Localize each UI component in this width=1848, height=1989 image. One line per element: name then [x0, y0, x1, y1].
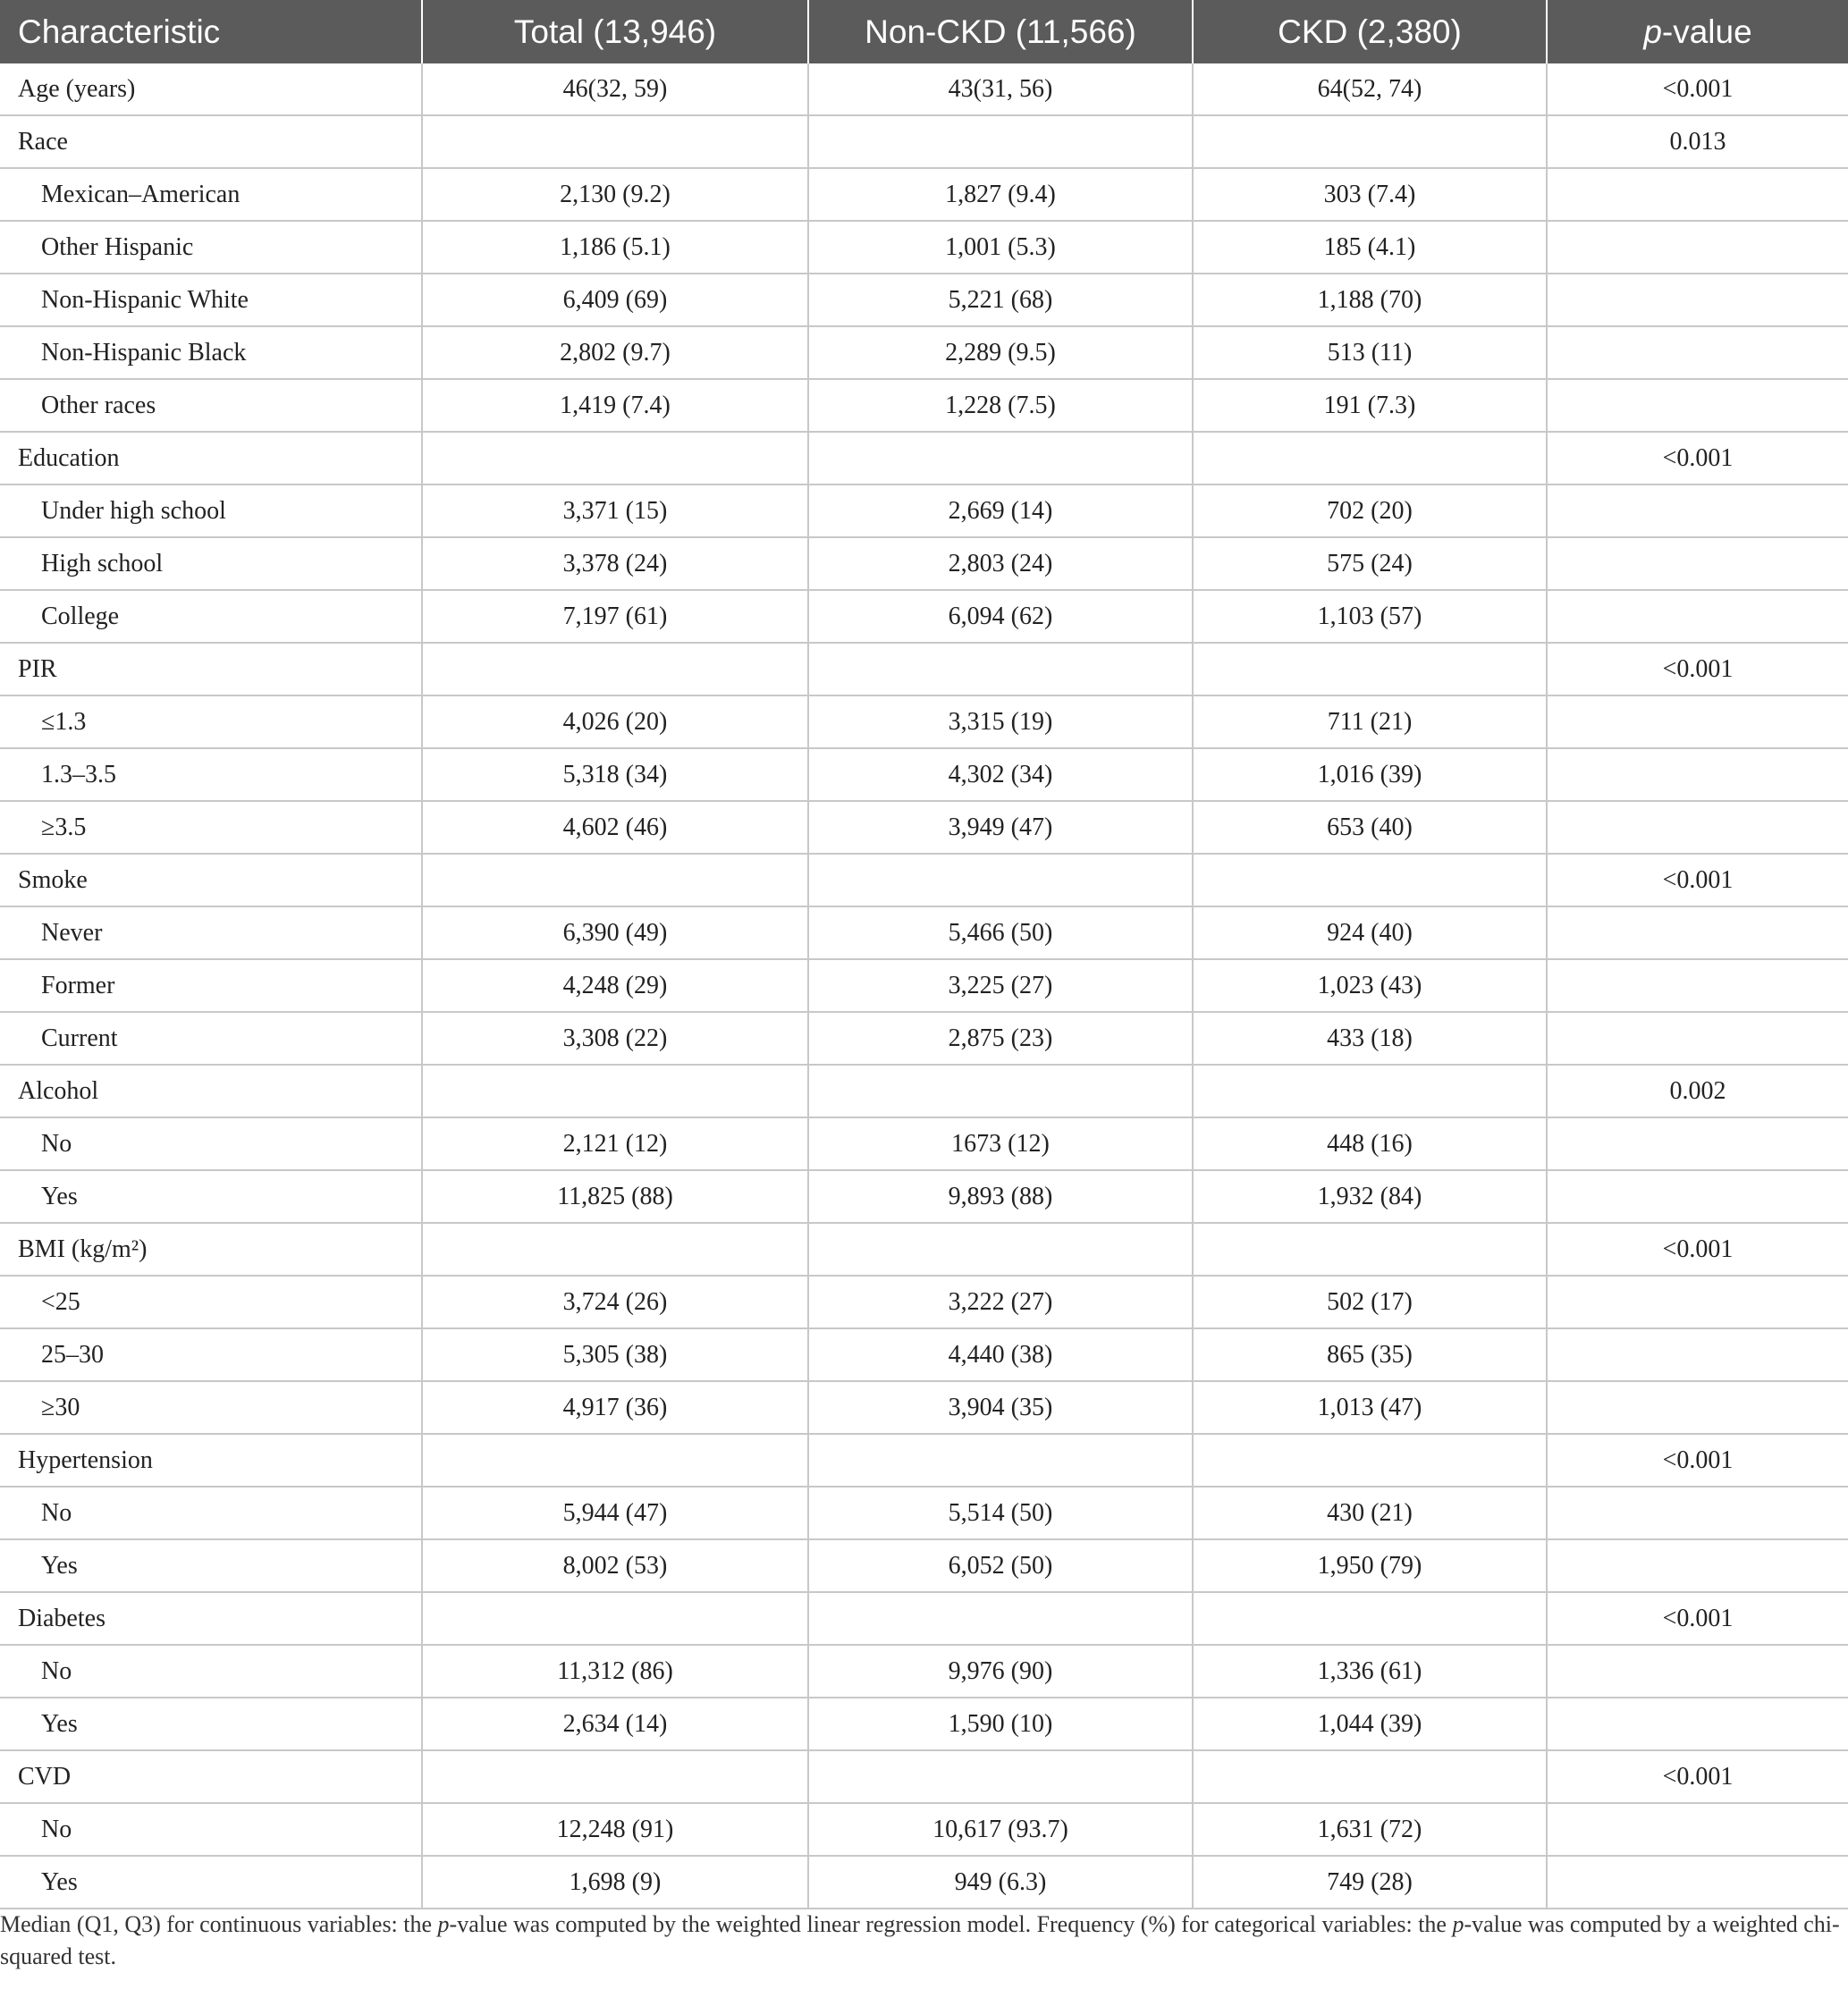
cell-characteristic: No — [0, 1487, 422, 1539]
cell-ckd: 1,013 (47) — [1193, 1381, 1547, 1434]
cell-non-ckd: 1,827 (9.4) — [808, 168, 1193, 221]
cell-p-value — [1547, 959, 1848, 1012]
cell-characteristic: Alcohol — [0, 1065, 422, 1117]
cell-non-ckd: 1,590 (10) — [808, 1698, 1193, 1750]
cell-characteristic: Mexican–American — [0, 168, 422, 221]
table-row-subcategory — [0, 1117, 1848, 1170]
cell-p-value: <0.001 — [1547, 854, 1848, 906]
cell-characteristic: Hypertension — [0, 1434, 422, 1487]
table-row-subcategory — [0, 1487, 1848, 1539]
table-row-category — [0, 1223, 1848, 1276]
cell-total: 4,917 (36) — [422, 1381, 808, 1434]
cell-total — [422, 1223, 808, 1276]
cell-characteristic: Non-Hispanic White — [0, 274, 422, 326]
cell-ckd: 1,336 (61) — [1193, 1645, 1547, 1698]
cell-p-value — [1547, 1276, 1848, 1328]
cell-characteristic: Under high school — [0, 485, 422, 537]
header-row — [0, 0, 1848, 63]
table-body — [0, 63, 1848, 1909]
cell-characteristic: Yes — [0, 1170, 422, 1223]
cell-p-value: <0.001 — [1547, 63, 1848, 115]
cell-characteristic: ≤1.3 — [0, 695, 422, 748]
table-row-subcategory — [0, 1698, 1848, 1750]
table-row-category — [0, 115, 1848, 168]
table-row-subcategory — [0, 695, 1848, 748]
cell-ckd — [1193, 854, 1547, 906]
cell-characteristic: Education — [0, 432, 422, 485]
table-row-subcategory — [0, 485, 1848, 537]
cell-characteristic: CVD — [0, 1750, 422, 1803]
cell-p-value — [1547, 326, 1848, 379]
table-row-subcategory — [0, 274, 1848, 326]
cell-total — [422, 643, 808, 695]
cell-non-ckd: 2,803 (24) — [808, 537, 1193, 590]
footnote-p-italic-1: p — [437, 1911, 450, 1937]
cell-ckd: 185 (4.1) — [1193, 221, 1547, 274]
cell-ckd: 711 (21) — [1193, 695, 1547, 748]
cell-ckd: 430 (21) — [1193, 1487, 1547, 1539]
cell-p-value — [1547, 1117, 1848, 1170]
cell-ckd: 1,932 (84) — [1193, 1170, 1547, 1223]
footnote-part3: -value was computed by a weighted chi-squared test. — [0, 1911, 1840, 1969]
table-row-subcategory — [0, 1539, 1848, 1592]
table-row-subcategory — [0, 959, 1848, 1012]
cell-characteristic: No — [0, 1803, 422, 1856]
table-row-category — [0, 1750, 1848, 1803]
cell-non-ckd: 2,669 (14) — [808, 485, 1193, 537]
footnote-p-italic-2: p — [1452, 1911, 1464, 1937]
cell-characteristic: Yes — [0, 1539, 422, 1592]
cell-p-value — [1547, 748, 1848, 801]
cell-characteristic: Other races — [0, 379, 422, 432]
table-footnote — [0, 1909, 1842, 1973]
cell-total — [422, 432, 808, 485]
cell-ckd: 448 (16) — [1193, 1117, 1547, 1170]
cell-non-ckd — [808, 1592, 1193, 1645]
cell-total: 1,698 (9) — [422, 1856, 808, 1909]
cell-total: 2,121 (12) — [422, 1117, 808, 1170]
cell-ckd — [1193, 1592, 1547, 1645]
cell-non-ckd: 4,302 (34) — [808, 748, 1193, 801]
cell-total: 7,197 (61) — [422, 590, 808, 643]
cell-characteristic: 1.3–3.5 — [0, 748, 422, 801]
cell-characteristic: College — [0, 590, 422, 643]
table-row-subcategory — [0, 1803, 1848, 1856]
cell-characteristic: BMI (kg/m²) — [0, 1223, 422, 1276]
cell-ckd: 653 (40) — [1193, 801, 1547, 854]
table-row-subcategory — [0, 1645, 1848, 1698]
cell-total — [422, 1750, 808, 1803]
cell-ckd: 1,950 (79) — [1193, 1539, 1547, 1592]
table-row-category — [0, 1065, 1848, 1117]
cell-characteristic: Never — [0, 906, 422, 959]
cell-total: 2,634 (14) — [422, 1698, 808, 1750]
table-row-subcategory — [0, 221, 1848, 274]
cell-total: 4,248 (29) — [422, 959, 808, 1012]
cell-total: 2,130 (9.2) — [422, 168, 808, 221]
cell-ckd: 865 (35) — [1193, 1328, 1547, 1381]
cell-non-ckd: 5,466 (50) — [808, 906, 1193, 959]
cell-p-value — [1547, 590, 1848, 643]
cell-ckd: 1,103 (57) — [1193, 590, 1547, 643]
cell-non-ckd: 1,001 (5.3) — [808, 221, 1193, 274]
cell-characteristic: 25–30 — [0, 1328, 422, 1381]
cell-non-ckd: 43(31, 56) — [808, 63, 1193, 115]
cell-non-ckd — [808, 1223, 1193, 1276]
cell-p-value — [1547, 1170, 1848, 1223]
header-characteristic: Characteristic — [0, 0, 422, 63]
cell-p-value — [1547, 1487, 1848, 1539]
cell-p-value — [1547, 221, 1848, 274]
cell-ckd — [1193, 1065, 1547, 1117]
cell-ckd: 1,016 (39) — [1193, 748, 1547, 801]
cell-characteristic: Former — [0, 959, 422, 1012]
cell-non-ckd: 6,094 (62) — [808, 590, 1193, 643]
cell-total — [422, 1592, 808, 1645]
cell-ckd: 575 (24) — [1193, 537, 1547, 590]
cell-total: 11,312 (86) — [422, 1645, 808, 1698]
cell-characteristic: Yes — [0, 1698, 422, 1750]
cell-ckd — [1193, 432, 1547, 485]
cell-total: 11,825 (88) — [422, 1170, 808, 1223]
cell-non-ckd: 2,875 (23) — [808, 1012, 1193, 1065]
cell-total — [422, 854, 808, 906]
cell-p-value: <0.001 — [1547, 1750, 1848, 1803]
cell-non-ckd — [808, 643, 1193, 695]
table-row-subcategory — [0, 1170, 1848, 1223]
cell-ckd: 1,188 (70) — [1193, 274, 1547, 326]
cell-ckd: 433 (18) — [1193, 1012, 1547, 1065]
cell-characteristic: No — [0, 1117, 422, 1170]
cell-non-ckd — [808, 854, 1193, 906]
cell-characteristic: Race — [0, 115, 422, 168]
cell-total: 6,409 (69) — [422, 274, 808, 326]
cell-p-value — [1547, 1012, 1848, 1065]
cell-characteristic: High school — [0, 537, 422, 590]
cell-ckd — [1193, 643, 1547, 695]
cell-ckd — [1193, 1750, 1547, 1803]
cell-non-ckd — [808, 1065, 1193, 1117]
table-row-subcategory — [0, 326, 1848, 379]
cell-total: 1,186 (5.1) — [422, 221, 808, 274]
cell-p-value — [1547, 1381, 1848, 1434]
table-row-category — [0, 854, 1848, 906]
cell-non-ckd: 3,904 (35) — [808, 1381, 1193, 1434]
cell-non-ckd: 3,949 (47) — [808, 801, 1193, 854]
cell-p-value — [1547, 906, 1848, 959]
table-row-subcategory — [0, 801, 1848, 854]
cell-non-ckd: 3,225 (27) — [808, 959, 1193, 1012]
cell-total: 1,419 (7.4) — [422, 379, 808, 432]
cell-non-ckd — [808, 432, 1193, 485]
cell-p-value — [1547, 1803, 1848, 1856]
cell-p-value — [1547, 537, 1848, 590]
cell-total — [422, 1065, 808, 1117]
cell-ckd: 702 (20) — [1193, 485, 1547, 537]
table-row-subcategory — [0, 1276, 1848, 1328]
table-row-category — [0, 432, 1848, 485]
cell-total: 12,248 (91) — [422, 1803, 808, 1856]
cell-non-ckd — [808, 1434, 1193, 1487]
cell-ckd: 303 (7.4) — [1193, 168, 1547, 221]
cell-ckd: 64(52, 74) — [1193, 63, 1547, 115]
cell-total: 5,944 (47) — [422, 1487, 808, 1539]
header-non-ckd: Non-CKD (11,566) — [808, 0, 1193, 63]
cell-non-ckd — [808, 1750, 1193, 1803]
cell-characteristic: Current — [0, 1012, 422, 1065]
cell-characteristic: ≥30 — [0, 1381, 422, 1434]
cell-non-ckd: 4,440 (38) — [808, 1328, 1193, 1381]
cell-p-value: 0.002 — [1547, 1065, 1848, 1117]
header-ckd: CKD (2,380) — [1193, 0, 1547, 63]
cell-ckd: 191 (7.3) — [1193, 379, 1547, 432]
header-total: Total (13,946) — [422, 0, 808, 63]
footnote-part2: -value was computed by the weighted linear regression model. Frequency (%) for categorical variables: the — [449, 1911, 1453, 1937]
cell-non-ckd: 5,514 (50) — [808, 1487, 1193, 1539]
cell-p-value — [1547, 485, 1848, 537]
cell-non-ckd: 9,893 (88) — [808, 1170, 1193, 1223]
cell-total: 46(32, 59) — [422, 63, 808, 115]
cell-total: 3,371 (15) — [422, 485, 808, 537]
cell-p-value: 0.013 — [1547, 115, 1848, 168]
cell-p-value: <0.001 — [1547, 432, 1848, 485]
cell-characteristic: Non-Hispanic Black — [0, 326, 422, 379]
cell-p-value: <0.001 — [1547, 643, 1848, 695]
cell-characteristic: Other Hispanic — [0, 221, 422, 274]
cell-p-value: <0.001 — [1547, 1434, 1848, 1487]
cell-total: 4,602 (46) — [422, 801, 808, 854]
cell-non-ckd: 10,617 (93.7) — [808, 1803, 1193, 1856]
cell-total: 4,026 (20) — [422, 695, 808, 748]
table-row-subcategory — [0, 748, 1848, 801]
cell-total — [422, 115, 808, 168]
cell-characteristic: No — [0, 1645, 422, 1698]
cell-total: 3,724 (26) — [422, 1276, 808, 1328]
header-p-italic: p — [1643, 13, 1662, 50]
table-row-subcategory — [0, 906, 1848, 959]
table-row-category — [0, 1434, 1848, 1487]
cell-ckd: 1,023 (43) — [1193, 959, 1547, 1012]
cell-p-value — [1547, 168, 1848, 221]
header-p-value — [1547, 0, 1848, 63]
table-row-subcategory — [0, 1856, 1848, 1909]
cell-ckd — [1193, 115, 1547, 168]
cell-characteristic: Yes — [0, 1856, 422, 1909]
cell-ckd: 1,044 (39) — [1193, 1698, 1547, 1750]
cell-total: 2,802 (9.7) — [422, 326, 808, 379]
cell-non-ckd: 5,221 (68) — [808, 274, 1193, 326]
cell-non-ckd: 949 (6.3) — [808, 1856, 1193, 1909]
cell-p-value — [1547, 379, 1848, 432]
cell-p-value — [1547, 695, 1848, 748]
cell-p-value: <0.001 — [1547, 1223, 1848, 1276]
cell-total: 5,318 (34) — [422, 748, 808, 801]
cell-ckd — [1193, 1223, 1547, 1276]
cell-non-ckd: 1673 (12) — [808, 1117, 1193, 1170]
cell-non-ckd: 3,222 (27) — [808, 1276, 1193, 1328]
cell-non-ckd: 3,315 (19) — [808, 695, 1193, 748]
cell-p-value — [1547, 1856, 1848, 1909]
cell-non-ckd: 6,052 (50) — [808, 1539, 1193, 1592]
cell-non-ckd: 9,976 (90) — [808, 1645, 1193, 1698]
cell-characteristic: Age (years) — [0, 63, 422, 115]
table-row-subcategory — [0, 379, 1848, 432]
table-row-category — [0, 643, 1848, 695]
table-row-subcategory — [0, 1328, 1848, 1381]
cell-total: 3,308 (22) — [422, 1012, 808, 1065]
table-row-category — [0, 63, 1848, 115]
cell-characteristic: ≥3.5 — [0, 801, 422, 854]
cell-ckd: 924 (40) — [1193, 906, 1547, 959]
cell-total: 6,390 (49) — [422, 906, 808, 959]
cell-total: 3,378 (24) — [422, 537, 808, 590]
cell-characteristic: PIR — [0, 643, 422, 695]
cell-p-value — [1547, 1539, 1848, 1592]
cell-ckd: 1,631 (72) — [1193, 1803, 1547, 1856]
table-row-subcategory — [0, 168, 1848, 221]
cell-ckd: 749 (28) — [1193, 1856, 1547, 1909]
cell-p-value — [1547, 1645, 1848, 1698]
footnote-part1: Median (Q1, Q3) for continuous variables: the — [0, 1911, 438, 1937]
cell-p-value — [1547, 274, 1848, 326]
cell-ckd: 502 (17) — [1193, 1276, 1547, 1328]
cell-ckd: 513 (11) — [1193, 326, 1547, 379]
table-row-subcategory — [0, 590, 1848, 643]
cell-p-value — [1547, 1328, 1848, 1381]
cell-characteristic: Diabetes — [0, 1592, 422, 1645]
cell-non-ckd — [808, 115, 1193, 168]
cell-total: 8,002 (53) — [422, 1539, 808, 1592]
table-row-category — [0, 1592, 1848, 1645]
cell-p-value — [1547, 801, 1848, 854]
cell-p-value — [1547, 1698, 1848, 1750]
table-row-subcategory — [0, 1381, 1848, 1434]
cell-characteristic: Smoke — [0, 854, 422, 906]
cell-ckd — [1193, 1434, 1547, 1487]
table-row-subcategory — [0, 537, 1848, 590]
cell-total: 5,305 (38) — [422, 1328, 808, 1381]
cell-non-ckd: 1,228 (7.5) — [808, 379, 1193, 432]
header-p-suffix: -value — [1661, 13, 1752, 50]
table-row-subcategory — [0, 1012, 1848, 1065]
cell-p-value: <0.001 — [1547, 1592, 1848, 1645]
cell-characteristic: <25 — [0, 1276, 422, 1328]
cell-non-ckd: 2,289 (9.5) — [808, 326, 1193, 379]
cell-total — [422, 1434, 808, 1487]
